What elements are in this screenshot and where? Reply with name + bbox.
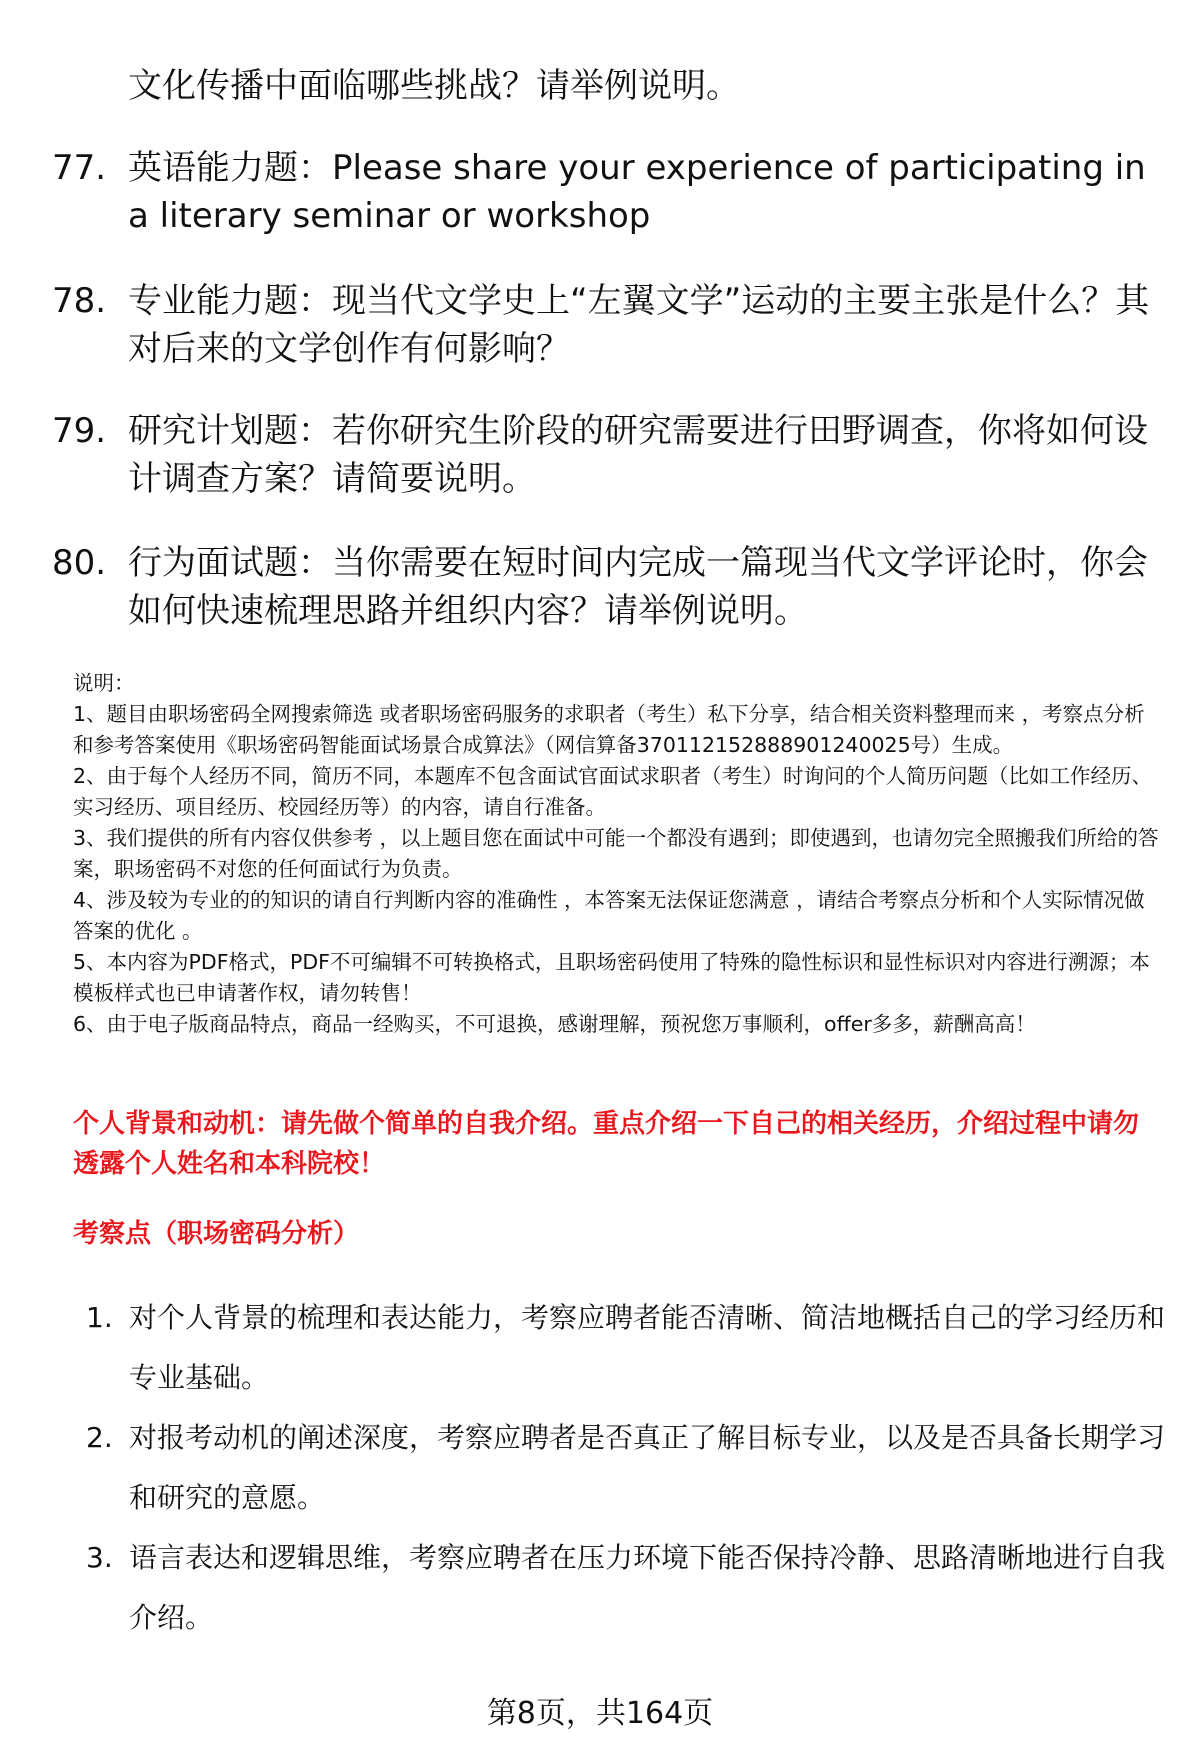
point-number: 3. — [86, 1541, 113, 1574]
page-number: 第8页，共164页 — [486, 1696, 714, 1731]
question-number: 80. — [52, 543, 107, 583]
note-item: 5、本内容为PDF格式，PDF不可编辑不可转换格式，且职场密码使用了特殊的隐性标识和显性标识对内容进行溯源；本模板样式也已申请著作权，请勿转售！ — [73, 950, 1150, 1005]
analysis-point — [86, 1408, 1166, 1528]
question-text: 英语能力题：Please share your experience of participating in a literary seminar or workshop — [128, 148, 1146, 236]
analysis-point — [86, 1528, 1166, 1648]
notes-section — [73, 668, 1163, 1040]
question-79 — [52, 407, 1162, 503]
question-number: 79. — [52, 411, 107, 451]
question-78 — [52, 277, 1162, 373]
question-continuation — [52, 62, 1162, 110]
question-text: 专业能力题：现当代文学史上“左翼文学”运动的主要主张是什么？其对后来的文学创作有何影响？ — [128, 281, 1150, 369]
analysis-point — [86, 1288, 1166, 1408]
question-text: 研究计划题：若你研究生阶段的研究需要进行田野调查，你将如何设计调查方案？请简要说明。 — [128, 411, 1148, 499]
question-number: 78. — [52, 281, 107, 321]
point-number: 2. — [86, 1421, 113, 1454]
analysis-heading: 考察点（职场密码分析） — [73, 1219, 360, 1249]
note-item: 1、题目由职场密码全网搜索筛选 或者职场密码服务的求职者（考生）私下分享，结合相关资料整理而来 ，考察点分析和参考答案使用《职场密码智能面试场景合成算法》（网信算备370112152888901240025号）生成。 — [73, 702, 1145, 757]
analysis-points — [86, 1288, 1166, 1648]
note-item: 3、我们提供的所有内容仅供参考 ，以上题目您在面试中可能一个都没有遇到；即使遇到，也请勿完全照搬我们所给的答案，职场密码不对您的任何面试行为负责。 — [73, 826, 1159, 881]
question-77 — [52, 144, 1162, 240]
note-item: 2、由于每个人经历不同，简历不同，本题库不包含面试官面试求职者（考生）时询问的个人简历问题（比如工作经历、实习经历、项目经历、校园经历等）的内容，请自行准备。 — [73, 764, 1153, 819]
question-80 — [52, 539, 1162, 635]
question-number: 77. — [52, 148, 107, 188]
point-text: 对报考动机的阐述深度，考察应聘者是否真正了解目标专业，以及是否具备长期学习和研究的意愿。 — [129, 1421, 1166, 1514]
point-text: 语言表达和逻辑思维，考察应聘者在压力环境下能否保持冷静、思路清晰地进行自我介绍。 — [129, 1541, 1166, 1634]
point-text: 对个人背景的梳理和表达能力，考察应聘者能否清晰、简洁地概括自己的学习经历和专业基础。 — [129, 1301, 1166, 1394]
note-item: 6、由于电子版商品特点，商品一经购买，不可退换，感谢理解，预祝您万事顺利，offer多多，薪酬高高！ — [73, 1012, 1036, 1036]
notes-title: 说明： — [73, 671, 135, 695]
question-text: 行为面试题：当你需要在短时间内完成一篇现当代文学评论时，你会如何快速梳理思路并组织内容？请举例说明。 — [128, 543, 1148, 631]
interview-question-heading: 个人背景和动机：请先做个简单的自我介绍。重点介绍一下自己的相关经历，介绍过程中请勿透露个人姓名和本科院校！ — [73, 1109, 1140, 1179]
note-item: 4、涉及较为专业的的知识的请自行判断内容的准确性 ，本答案无法保证您满意 ，请结合考察点分析和个人实际情况做答案的优化 。 — [73, 888, 1145, 943]
question-text: 文化传播中面临哪些挑战？请举例说明。 — [128, 66, 740, 106]
point-number: 1. — [86, 1301, 113, 1334]
